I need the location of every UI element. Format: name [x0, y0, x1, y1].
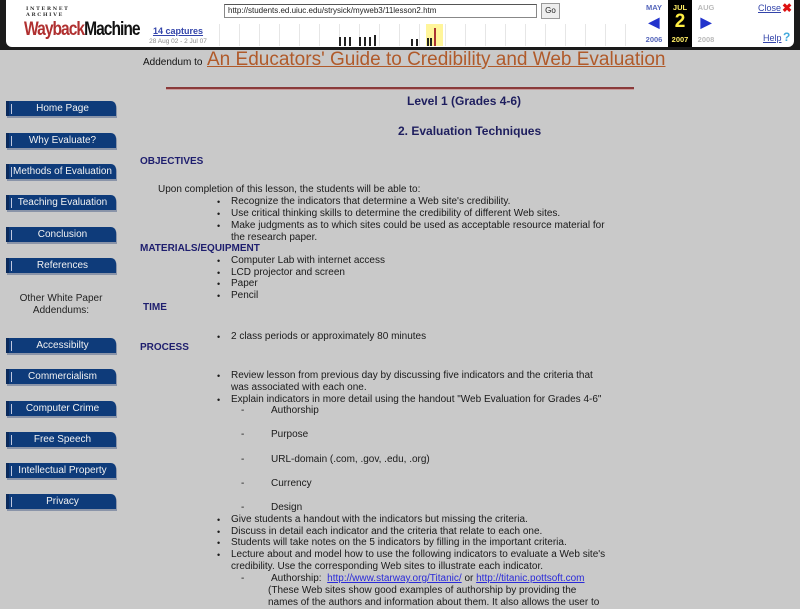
addendum-intellectual-property[interactable]: Intellectual Property: [6, 463, 116, 478]
indicator-item: - Purpose: [271, 429, 308, 441]
process-step: • Discuss in detail each indicator and the criteria that relate to each one.: [231, 526, 542, 538]
time-heading: TIME: [143, 302, 167, 313]
starway-titanic-link[interactable]: http://www.starway.org/Titanic/: [327, 573, 462, 584]
close-link[interactable]: Close: [758, 3, 782, 13]
process-item-cont: was associated with each one.: [231, 382, 367, 393]
captures-link[interactable]: 14 captures: [152, 26, 204, 36]
wordmark-machine: Machine: [84, 19, 140, 40]
addendum-commercialism[interactable]: Commercialism: [6, 369, 116, 384]
process-step: • Lecture about and model how to use the following indicators to evaluate a Web site's: [231, 549, 605, 561]
prev-month: MAY: [646, 3, 662, 12]
objective-item: • Recognize the indicators that determine a Web site's credibility.: [231, 196, 510, 208]
authorship-example: [271, 573, 585, 585]
objective-item: • Make judgments as to which sites could be used as acceptable resource material for: [231, 220, 605, 232]
sidebar-item-home[interactable]: Home Page: [6, 101, 116, 116]
indicator-item: - Design: [271, 502, 302, 514]
or-label: or: [464, 573, 474, 584]
materials-heading: MATERIALS/EQUIPMENT: [140, 243, 260, 254]
process-heading: PROCESS: [140, 342, 189, 353]
indicator-item: - URL-domain (.com, .gov, .edu, .org): [271, 454, 430, 466]
sidebar-item-methods[interactable]: Methods of Evaluation: [6, 164, 116, 179]
objective-item: • Use critical thinking skills to determine the credibility of different Web sites.: [231, 208, 560, 220]
captures-range: 28 Aug 02 - 2 Jul 07: [149, 38, 207, 45]
material-item: • LCD projector and screen: [231, 267, 345, 279]
other-label-line-1: Other White Paper: [19, 293, 103, 304]
internet-archive-label: INTERNET ARCHIVE: [26, 6, 70, 18]
addendum-free-speech[interactable]: Free Speech: [6, 432, 116, 447]
addendum-computer-crime[interactable]: Computer Crime: [6, 401, 116, 416]
guide-title-link[interactable]: An Educators' Guide to Credibility and Web Evaluation: [207, 49, 666, 70]
current-day: 2: [674, 11, 686, 32]
material-item: • Computer Lab with internet access: [231, 255, 385, 267]
go-button[interactable]: Go: [541, 3, 560, 19]
authorship-label: Authorship:: [271, 573, 322, 584]
other-label-line-2: Addendums:: [32, 305, 90, 316]
process-step: • Give students a handout with the indicators but missing the criteria.: [231, 514, 528, 526]
close-icon[interactable]: ✖: [782, 1, 793, 15]
authorship-note-cont: names of the authors and information about them. It also allows the user to: [268, 597, 600, 608]
wordmark-wayback: Wayback: [24, 19, 85, 40]
pottsoft-titanic-link[interactable]: http://titanic.pottsoft.com: [476, 573, 585, 584]
next-month: AUG: [697, 3, 715, 12]
sidebar-item-references[interactable]: References: [6, 258, 116, 273]
help-icon[interactable]: ?: [783, 30, 791, 44]
help-link[interactable]: Help: [763, 33, 782, 43]
next-arrow-icon[interactable]: ▶: [700, 14, 712, 30]
process-item: • Explain indicators in more detail using the handout "Web Evaluation for Grades 4-6": [231, 394, 601, 406]
addendum-privacy[interactable]: Privacy: [6, 494, 116, 509]
url-input[interactable]: http://students.ed.uiuc.edu/strysick/myweb3/11lesson2.htm: [224, 4, 537, 18]
material-item: • Paper: [231, 278, 258, 290]
current-year: 2007: [671, 35, 689, 44]
current-month: JUL: [672, 3, 688, 12]
time-item: • 2 class periods or approximately 80 minutes: [231, 331, 426, 343]
next-year: 2008: [697, 35, 715, 44]
sidebar-item-conclusion[interactable]: Conclusion: [6, 227, 116, 242]
objectives-heading: OBJECTIVES: [140, 156, 204, 167]
addendum-label: Addendum to: [143, 57, 203, 68]
sidebar-item-why-evaluate[interactable]: Why Evaluate?: [6, 133, 116, 148]
sidebar-item-teaching[interactable]: Teaching Evaluation: [6, 195, 116, 210]
indicator-item: - Authorship: [271, 405, 319, 417]
prev-year: 2006: [645, 35, 663, 44]
process-step-cont: credibility. Use the corresponding Web sites to illustrate each indicator.: [231, 561, 544, 572]
process-step: • Students will take notes on the 5 indicators by filling in the important criteria.: [231, 537, 567, 549]
process-item: • Review lesson from previous day by discussing five indicators and the criteria that: [231, 370, 593, 382]
section-heading: 2. Evaluation Techniques: [398, 124, 542, 138]
prev-arrow-icon[interactable]: ◀: [648, 14, 660, 30]
level-heading: Level 1 (Grades 4-6): [407, 94, 522, 108]
addendum-accessibility[interactable]: Accessibilty: [6, 338, 116, 353]
objectives-intro: Upon completion of this lesson, the students will be able to:: [158, 184, 421, 195]
authorship-note: (These Web sites show good examples of authorship by providing the: [268, 585, 577, 596]
material-item: • Pencil: [231, 290, 258, 302]
indicator-item: - Currency: [271, 478, 312, 490]
objective-item-cont: the research paper.: [231, 232, 318, 243]
